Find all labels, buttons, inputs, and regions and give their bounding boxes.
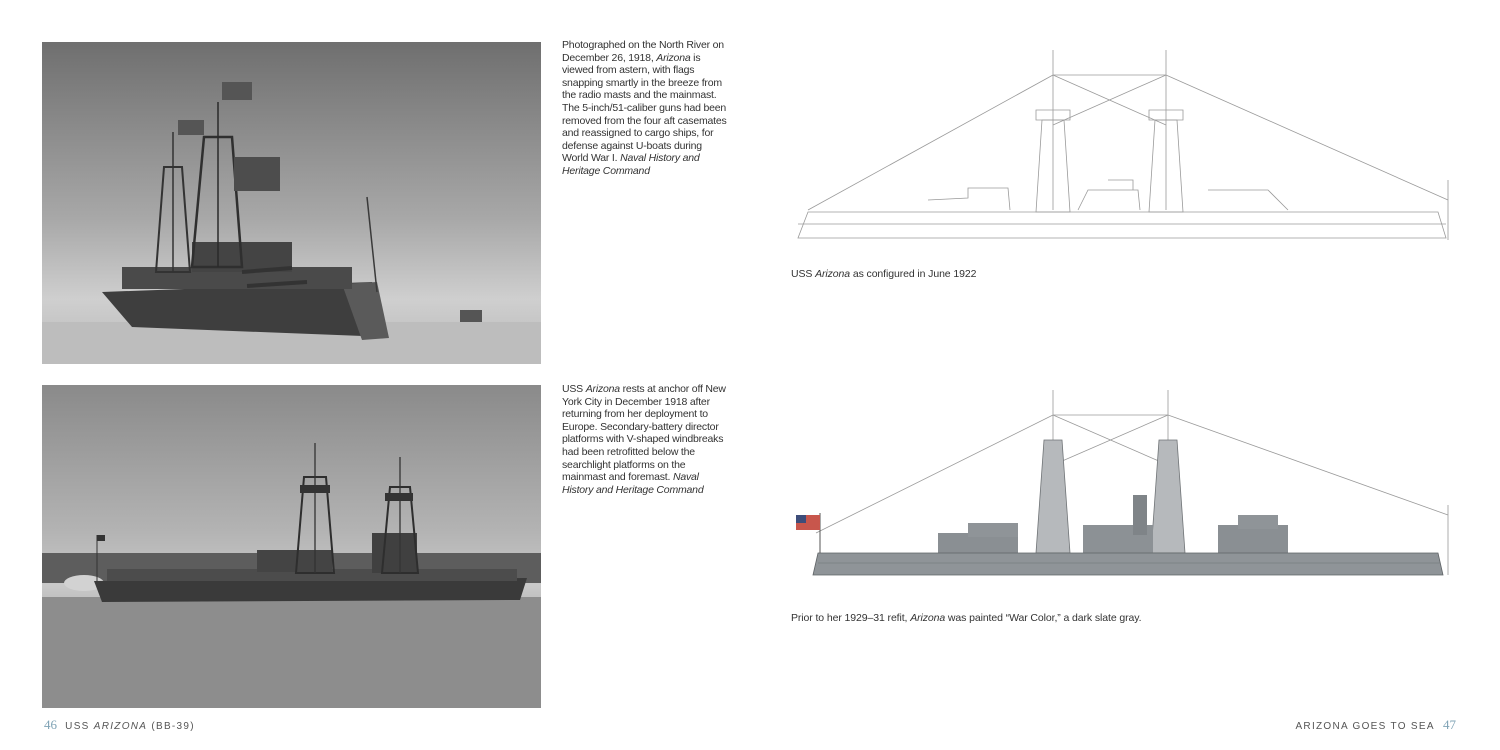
folio-right <box>1295 717 1456 733</box>
photo-arizona-astern <box>42 42 541 364</box>
ship-name: Arizona <box>815 268 851 280</box>
caption-text: was painted “War Color,” a dark slate gray. <box>945 612 1142 624</box>
caption-text: rests at anchor off New York City in December 1918 after returning from her deployment to Europe. Secondary-battery director platforms with V-shaped windbreaks had been retrofitted below the searchlight platforms on the mainmast and foremast. <box>562 383 726 484</box>
ship-name: Arizona <box>910 612 946 624</box>
folio-left <box>44 717 195 733</box>
caption-text: USS <box>791 268 816 280</box>
photo-arizona-at-anchor <box>42 385 541 708</box>
caption-text: Photographed on the North River on December 26, 1918, <box>562 39 724 64</box>
page-number-right: 47 <box>1443 717 1456 732</box>
caption-text: as configured in June 1922 <box>850 268 977 280</box>
line-drawing-1922 <box>788 40 1456 250</box>
page-number-left: 46 <box>44 717 57 732</box>
running-head-left: USS <box>65 721 94 732</box>
ship-name: Arizona <box>585 383 620 395</box>
caption-photo-anchor <box>562 383 728 496</box>
plate-caption-1922 <box>791 268 976 280</box>
photo-astern-image <box>42 42 541 364</box>
running-head-right: ARIZONA GOES TO SEA <box>1295 721 1435 732</box>
caption-photo-astern <box>562 39 728 178</box>
caption-text: Prior to her 1929–31 refit, <box>791 612 911 624</box>
ship-name: Arizona <box>656 51 691 64</box>
caption-text: is viewed from astern, with flags snapping smartly in the breeze from the radio masts and the mainmast. The 5-inch/51-caliber guns had been removed from the four aft casemates and reassigned to cargo ships, for defense against U-boats during World War I. <box>562 51 727 165</box>
ship-profile-line-drawing <box>788 40 1456 250</box>
color-profile-war-color <box>788 385 1456 585</box>
photo-credit: Naval History and Heritage Command <box>562 152 700 177</box>
running-head-ship: ARIZONA <box>93 721 148 732</box>
photo-anchor-image <box>42 385 541 708</box>
caption-text: USS <box>562 383 586 395</box>
running-head-hull: (BB-39) <box>147 721 195 732</box>
ship-profile-war-color <box>788 385 1456 585</box>
plate-caption-war-color <box>791 612 1141 624</box>
photo-credit: Naval History and Heritage Command <box>562 471 704 496</box>
